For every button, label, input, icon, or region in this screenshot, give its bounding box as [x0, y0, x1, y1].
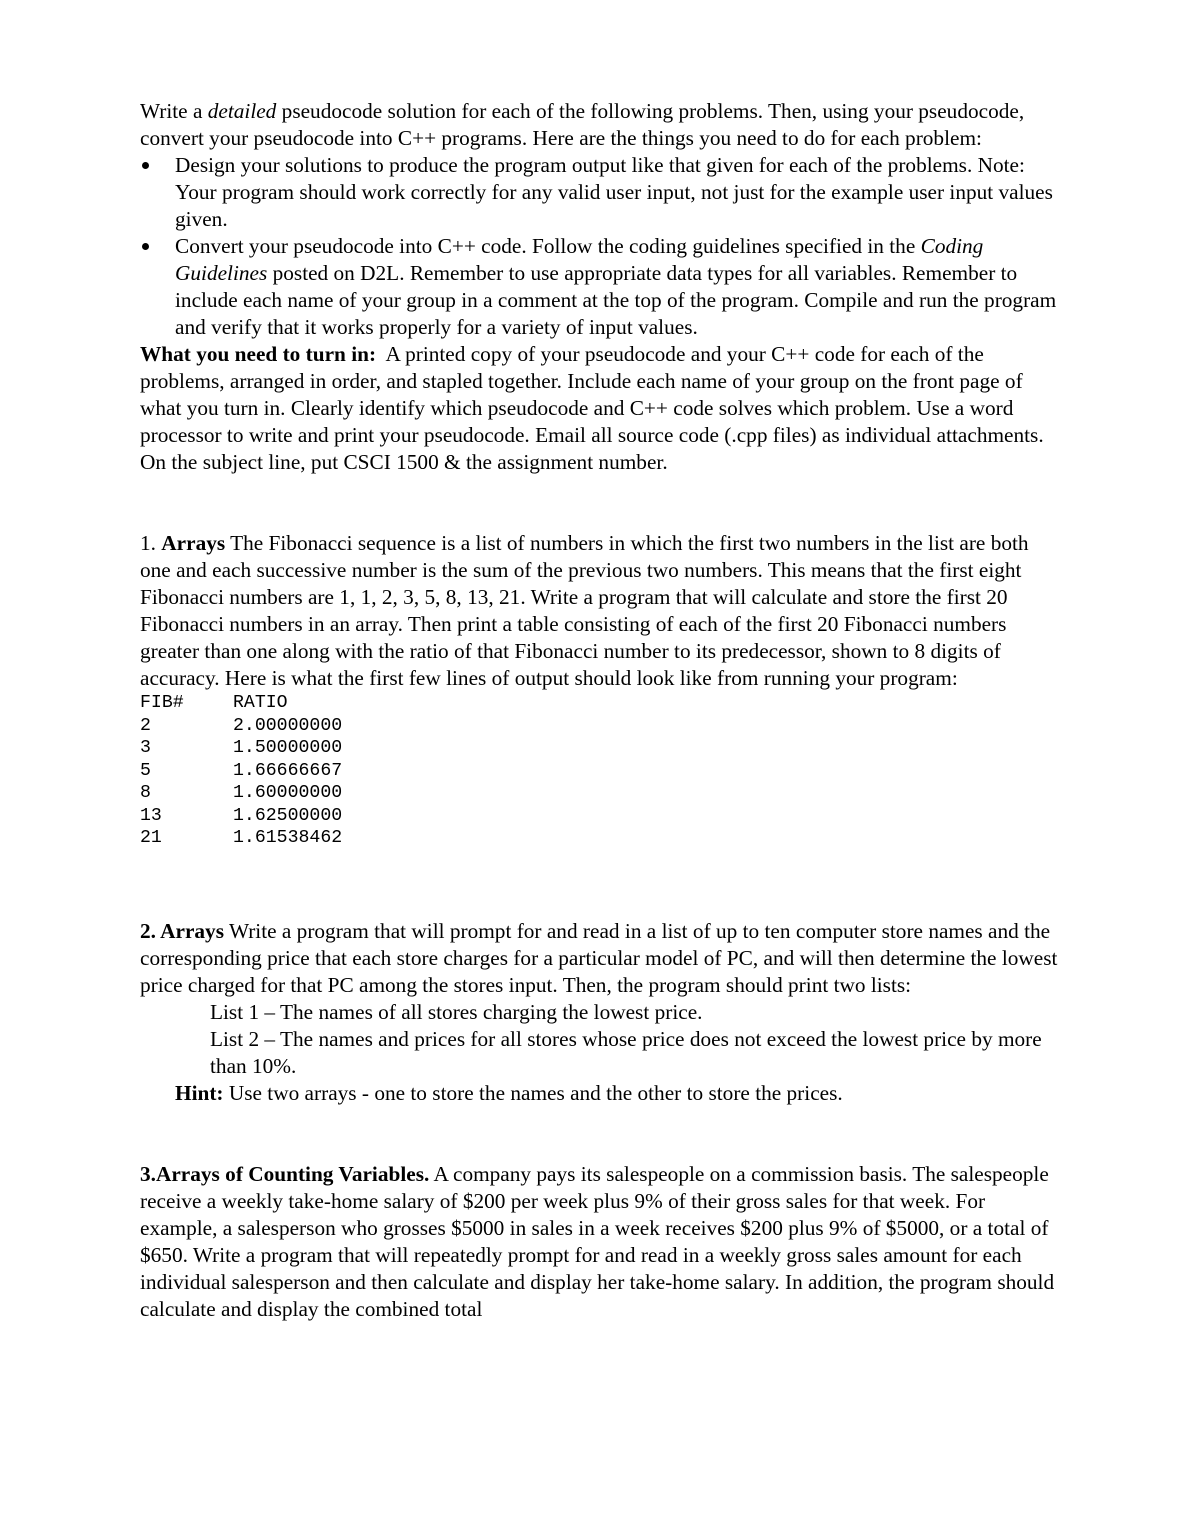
problem2-hint: [140, 1080, 1060, 1107]
fib-number-cell: 3: [140, 738, 151, 758]
spacer: [140, 476, 1060, 530]
problem2-title: 2. Arrays: [140, 918, 224, 943]
instruction-text-pre: Convert your pseudocode into C++ code. Follow the coding guidelines specified in the: [175, 234, 921, 258]
intro-text-pre: Write a: [140, 99, 208, 123]
problem1-text: The Fibonacci sequence is a list of numbers in which the first two numbers in the list are both one and each successive number is the sum of the previous two numbers. This means that the first eight Fibonacci numbers are 1, 1, 2, 3, 5, 8, 13, 21. Write a program that will calculate and store the first 20 Fibonacci numbers in an array. Then print a table consisting of each of the first 20 Fibonacci numbers greater than one along with the ratio of that Fibonacci number to its predecessor, shown to 8 digits of accuracy. Here is what the first few lines of output should look like from running your program:: [140, 531, 1029, 690]
problem2-text: Write a program that will prompt for and read in a list of up to ten computer store names and the corresponding price that each store charges for a particular model of PC, and will then determine the lowest price charged for that PC among the stores input. Then, the program should print two lists:: [140, 918, 1058, 997]
table-header-row: [140, 692, 342, 715]
instruction-text-post: posted on D2L. Remember to use appropriate data types for all variables. Remember to include each name of your group in a comment at the top of the program. Compile and run the program and verify that it works properly for a variety of input values.: [175, 261, 1057, 339]
ratio-cell: 1.61538462: [233, 828, 343, 848]
ratio-cell: 1.60000000: [233, 783, 343, 803]
hint-label: Hint:: [175, 1080, 224, 1105]
table-row: [140, 715, 342, 738]
fib-number-cell: 8: [140, 783, 151, 803]
column-header-ratio: RATIO: [233, 693, 288, 713]
problem3-title: 3.Arrays of Counting Variables.: [140, 1161, 430, 1186]
turnin-text: A printed copy of your pseudocode and your C++ code for each of the problems, arranged in order, and stapled together. Include each name of your group on the front page of what you turn in. Clearly identify which pseudocode and C++ code solves which problem. Use a word processor to write and print your pseudocode. Email all source code (.cpp files) as individual attachments. On the subject line, put CSCI 1500 & the assignment number.: [140, 342, 1049, 474]
instruction-text: Design your solutions to produce the program output like that given for each of the problems. Note: Your program should work correctly for any valid user input, not just for the example user input values given.: [175, 153, 1053, 231]
problem1-title: Arrays: [161, 531, 226, 555]
fib-number-cell: 5: [140, 760, 151, 781]
problem1-paragraph: [140, 530, 1060, 692]
spacer: [140, 1107, 1060, 1161]
spacer: [140, 850, 1060, 918]
problem2-paragraph: [140, 918, 1060, 999]
problem1-number: 1.: [140, 531, 162, 555]
table-row: [140, 782, 342, 805]
hint-text: Use two arrays - one to store the names and the other to store the prices.: [223, 1080, 843, 1105]
table-row: [140, 760, 342, 783]
intro-paragraph: [140, 98, 1060, 152]
instruction-list: [140, 152, 1060, 341]
fib-number-cell: 21: [140, 828, 162, 848]
column-header-fib: FIB#: [140, 693, 184, 713]
ratio-cell: 1.50000000: [233, 738, 343, 758]
intro-emphasis: detailed: [207, 99, 277, 123]
problem2-list1: List 1 – The names of all stores charging the lowest price.: [210, 999, 703, 1024]
fib-number-cell: 13: [140, 805, 162, 826]
turnin-label: What you need to turn in:: [140, 342, 377, 366]
table-row: [140, 737, 342, 760]
table-row: [140, 827, 342, 850]
problem3-text: A company pays its salespeople on a commission basis. The salespeople receive a weekly take-home salary of $200 per week plus 9% of their gross sales for that week. For example, a salesperson who grosses $5000 in sales in a week receives $200 plus 9% of $5000, or a total of $650. Write a program that will repeatedly prompt for and read in a weekly gross sales amount for each individual salesperson and then calculate and display her take-home salary. In addition, the program should calculate and display the combined total: [140, 1161, 1055, 1321]
fibonacci-output-table: [140, 692, 342, 850]
instruction-item-convert: [140, 233, 1060, 341]
problem2-list2: List 2 – The names and prices for all stores whose price does not exceed the lowest price by more than 10%.: [210, 1026, 1042, 1078]
fib-number-cell: 2: [140, 715, 151, 736]
intro-text-post: pseudocode solution for each of the following problems. Then, using your pseudocode, convert your pseudocode into C++ programs. Here are the things you need to do for each problem:: [140, 99, 1025, 150]
table-row: [140, 805, 342, 828]
ratio-cell: 2.00000000: [233, 715, 343, 736]
coding-guidelines-title: Coding Guidelines: [175, 234, 984, 285]
ratio-cell: 1.66666667: [233, 760, 343, 781]
turnin-paragraph: [140, 341, 1060, 476]
instruction-item-design: [140, 152, 1060, 233]
problem3-paragraph: [140, 1161, 1060, 1323]
document-page: [140, 98, 1060, 1323]
ratio-cell: 1.62500000: [233, 805, 343, 826]
